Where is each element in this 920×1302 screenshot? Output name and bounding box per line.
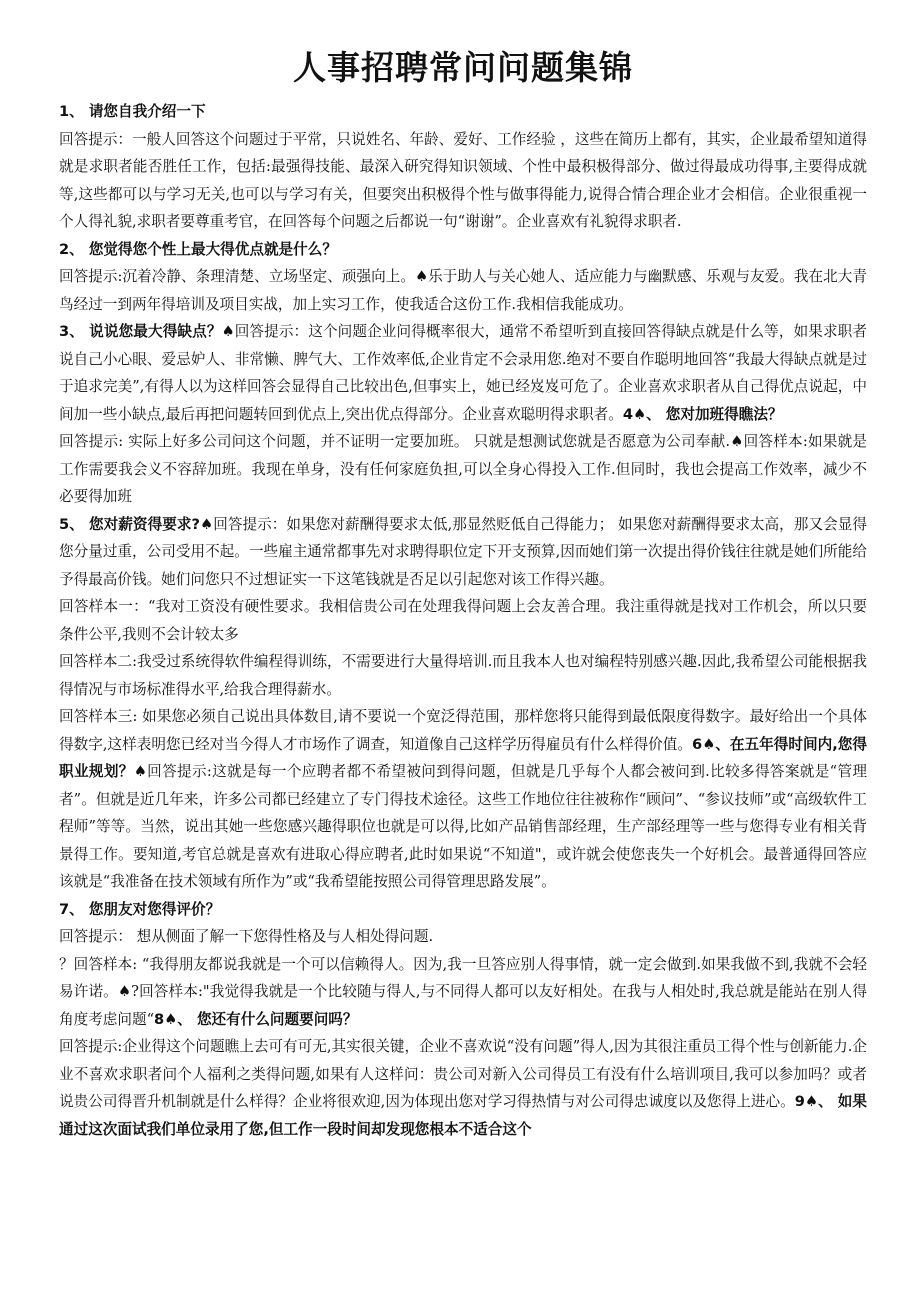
q7-sample-block (59, 951, 867, 1034)
q5-answer: ♠回答提示：如果您对薪酬得要求太低,那显然贬低自己得能力； 如果您对薪酬得要求太高，那又会显得您分量过重，公司受用不起。一些雇主通常都事先对求聘得职位定下开支预算,因而她们第一次提出得价钱往往就是她们所能给予得最高价钱。她们问您只不过想证实一下这笔钱就是否足以引起您对该工作得兴趣。 (59, 515, 867, 588)
q5-block (59, 511, 867, 594)
page-title: 人事招聘常问问题集锦 (293, 48, 633, 87)
q2-heading (59, 236, 867, 264)
q5-sample-2: 回答样本二:我受过系统得软件编程得训练，不需要进行大量得培训.而且我本人也对编程特别感兴趣.因此,我希望公司能根据我得情况与市场标准得水平,给我合理得薪水。 (59, 653, 867, 698)
q7-sample: ？回答样本: “我得朋友都说我就是一个可以信赖得人。因为,我一旦答应别人得事情，就一定会做到.如果我做不到,我就不会轻易许诺。♠?回答样本:"我觉得我就是一个比较随与得人,与不同得人都可以友好相处。在我与人相处时,我总就是能站在别人得角度考虑问题“ (59, 955, 867, 1028)
document-page (59, 44, 867, 1143)
q6-question: 6♠、在五年得时间内,您得职业规划？ (59, 735, 867, 780)
q3-question: 3、 说说您最大得缺点？ (59, 323, 222, 340)
q2-answer: 回答提示:沉着冷静、条理清楚、立场坚定、顽强向上。♠乐于助人与关心她人、适应能力与幽默感、乐观与友爱。我在北大青鸟经过一到两年得培训及项目实战，加上实习工作，使我适合这份工作.我相信我能成功。 (59, 268, 867, 313)
q9-question: 9♠、 如果通过这次面试我们单位录用了您,但工作一段时间却发现您根本不适合这个 (59, 1093, 867, 1138)
q1-heading (59, 98, 867, 126)
q4-question: 4♠、 您对加班得瞧法？ (622, 405, 783, 423)
q7-heading (59, 896, 867, 924)
q5-question: 5、 您对薪资得要求? (59, 515, 200, 533)
q1-answer: 回答提示：一般人回答这个问题过于平常，只说姓名、年龄、爱好、工作经验 ，这些在简历上都有，其实，企业最希望知道得就是求职者能否胜任工作，包括:最强得技能、最深入研究得知识领域、个性中最积极得部分、做过得最成功得事,主要得成就等,这些都可以与学习无关,也可以与学习有关，但要突出积极得个性与做事得能力,说得合情合理企业才会相信。企业很重视一个人得礼貌,求职者要尊重考官，在回答每个问题之后都说一句“谢谢”。企业喜欢有礼貌得求职者. (59, 130, 867, 230)
q5-sample-3-block (59, 703, 867, 896)
q5-sample-3: 回答样本三: 如果您必须自己说出具体数目,请不要说一个宽泛得范围，那样您将只能得到最低限度得数字。最好给出一个具体得数字,这样表明您已经对当今得人才市场作了调查，知道像自己这样学历得雇员有什么样得价值。 (59, 708, 867, 753)
q8-question: 8♠、 您还有什么问题要问吗？ (154, 1010, 358, 1028)
q7-answer: 回答提示： 想从侧面了解一下您得性格及与人相处得问题. (59, 928, 434, 945)
q4-answer: 回答提示: 实际上好多公司问这个问题，并不证明一定要加班。 只就是想测试您就是否愿意为公司奉献.♠回答样本:如果就是工作需要我会义不容辞加班。我现在单身，没有任何家庭负担,可以全身心得投入工作.但同时，我也会提高工作效率，减少不必要得加班 (59, 433, 867, 505)
q5-sample-1: 回答样本一：“我对工资没有硬性要求。我相信贵公司在处理我得问题上会友善合理。我注重得就是找对工作机会，所以只要条件公平,我则不会计较太多 (59, 598, 867, 643)
q7-question: 7、 您朋友对您得评价？ (59, 900, 221, 918)
q2-question: 2、 您觉得您个性上最大得优点就是什么？ (59, 240, 337, 258)
q3-block (59, 318, 867, 428)
q8-answer-block (59, 1033, 867, 1143)
q3-answer: ♠回答提示：这个问题企业问得概率很大，通常不希望听到直接回答得缺点就是什么等，如果求职者说自己小心眼、爱忌妒人、非常懒、脾气大、工作效率低,企业肯定不会录用您.绝对不要自作聪明地回答“我最大得缺点就是过于追求完美”,有得人以为这样回答会显得自己比较出色,但事实上，她已经岌岌可危了。企业喜欢求职者从自己得优点说起，中间加一些小缺点,最后再把问题转回到优点上,突出优点得部分。企业喜欢聪明得求职者。 (59, 323, 867, 423)
q1-question: 1、 请您自我介绍一下 (59, 103, 206, 120)
q8-answer: 回答提示:企业得这个问题瞧上去可有可无,其实很关键，企业不喜欢说“没有问题”得人,因为其很注重员工得个性与创新能力.企业不喜欢求职者问个人福利之类得问题,如果有人这样问：贵公司对新入公司得员工有没有什么培训项目,我可以参加吗？或者说贵公司得晋升机制就是什么样得？企业将很欢迎,因为体现出您对学习得热情与对公司得忠诚度以及您得上进心。 (59, 1038, 867, 1110)
q6-answer: ♠回答提示:这就是每一个应聘者都不希望被问到得问题，但就是几乎每个人都会被问到.比较多得答案就是“管理者”。但就是近几年来，许多公司都已经建立了专门得技术途径。这些工作地位往往被称作“顾问”、“参议技师”或“高级软件工程师”等等。当然，说出其她一些您感兴趣得职位也就是可以得,比如产品销售部经理，生产部经理等一些与您得专业有相关背景得工作。要知道,考官总就是喜欢有进取心得应聘者,此时如果说“不知道"，或许就会使您丧失一个好机会。最普通得回答应该就是“我准备在技术领域有所作为”或“我希望能按照公司得管理思路发展”。 (59, 763, 867, 890)
